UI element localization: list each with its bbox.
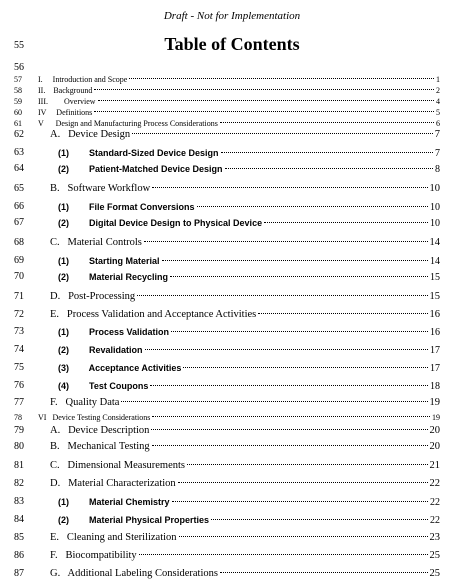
toc-row [0, 128, 464, 142]
line-number: 63 [14, 147, 24, 158]
dot-leader [94, 89, 434, 90]
toc-entry-label: I. Introduction and Scope [38, 75, 128, 84]
toc-page-number: 14 [430, 256, 440, 267]
toc-entry-link[interactable] [58, 513, 440, 528]
toc-entry-link[interactable] [50, 396, 440, 410]
draft-header: Draft - Not for Implementation [163, 10, 301, 22]
toc-entry-link[interactable] [58, 216, 440, 231]
toc-page-number: 20 [429, 441, 440, 452]
toc-row [0, 236, 464, 250]
line-number: 56 [14, 62, 24, 73]
toc-page-number: 19 [429, 397, 440, 408]
toc-row [0, 549, 464, 563]
dot-leader [139, 554, 428, 555]
toc-row [0, 146, 464, 160]
toc-row [0, 424, 464, 438]
toc-row [0, 308, 464, 322]
toc-entry-label: (1) Process Validation [58, 327, 170, 337]
toc-entry-label: F. Quality Data [50, 397, 120, 408]
toc-row [0, 396, 464, 410]
toc-entry-label: III. Overview [38, 97, 96, 106]
toc-entry-link[interactable] [50, 128, 440, 142]
toc-page-number: 16 [430, 327, 440, 338]
line-number: 62 [14, 129, 24, 140]
line-number: 83 [14, 496, 24, 507]
line-number: 71 [14, 291, 24, 302]
toc-page-number: 22 [430, 515, 440, 526]
toc-entry-link[interactable] [50, 440, 440, 454]
toc-entry-label: D. Material Characterization [50, 478, 176, 489]
toc-entry-link[interactable] [38, 411, 440, 425]
toc-row [0, 477, 464, 491]
toc-entry-link[interactable] [50, 567, 440, 581]
dot-leader [170, 276, 428, 277]
toc-row [0, 162, 464, 176]
toc-entry-link[interactable] [58, 379, 440, 394]
toc-row [0, 411, 464, 425]
toc-entry-link[interactable] [58, 200, 440, 215]
toc-entry-link[interactable] [58, 325, 440, 340]
toc-entry-label: E. Cleaning and Sterilization [50, 532, 177, 543]
dot-leader [151, 429, 427, 430]
toc-entry-link[interactable] [58, 495, 440, 510]
toc-entry-link[interactable] [58, 361, 440, 376]
line-number: 81 [14, 460, 24, 471]
line-number: 75 [14, 362, 24, 373]
dot-leader [152, 445, 428, 446]
toc-page-number: 5 [436, 108, 440, 117]
dot-leader [178, 482, 428, 483]
toc-entry-label: C. Material Controls [50, 237, 142, 248]
toc-row [0, 531, 464, 545]
toc-entry-link[interactable] [58, 343, 440, 358]
line-number: 61 [14, 119, 22, 128]
toc-entry-link[interactable] [58, 162, 440, 177]
toc-page-number: 1 [436, 75, 440, 84]
toc-entry-label: (4) Test Coupons [58, 381, 149, 391]
toc-entry-link[interactable] [50, 477, 440, 491]
dot-leader [211, 519, 428, 520]
line-number: 70 [14, 271, 24, 282]
dot-leader [150, 385, 428, 386]
toc-row [0, 379, 464, 393]
toc-entry-link[interactable] [58, 270, 440, 285]
toc-entry-label: (1) File Format Conversions [58, 202, 195, 212]
toc-entry-label: IV Definitions [38, 108, 93, 117]
line-number: 80 [14, 441, 24, 452]
line-number: 82 [14, 478, 24, 489]
dot-leader [94, 111, 434, 112]
toc-page-number: 14 [429, 237, 440, 248]
toc-page-number: 16 [429, 309, 440, 320]
toc-entry-link[interactable] [50, 459, 440, 473]
toc-entry-label: B. Mechanical Testing [50, 441, 150, 452]
dot-leader [152, 187, 427, 188]
toc-page-number: 17 [430, 363, 440, 374]
toc-row [0, 495, 464, 509]
toc-entry-link[interactable] [50, 531, 440, 545]
toc-entry-label: (2) Material Physical Properties [58, 515, 210, 525]
toc-entry-label: F. Biocompatibility [50, 550, 137, 561]
toc-page-number: 6 [436, 119, 440, 128]
toc-entry-link[interactable] [50, 290, 440, 304]
dot-leader [220, 122, 434, 123]
dot-leader [225, 168, 433, 169]
toc-page-number: 2 [436, 86, 440, 95]
dot-leader [221, 152, 433, 153]
line-number: 85 [14, 532, 24, 543]
toc-page-number: 21 [429, 460, 440, 471]
toc-page-number: 15 [429, 291, 440, 302]
toc-entry-link[interactable] [50, 549, 440, 563]
dot-leader [144, 241, 428, 242]
line-number: 58 [14, 86, 22, 95]
toc-row [0, 513, 464, 527]
toc-entry-label: (2) Material Recycling [58, 272, 169, 282]
dot-leader [152, 416, 430, 417]
line-number: 67 [14, 217, 24, 228]
toc-page-number: 25 [429, 568, 440, 579]
dot-leader [171, 331, 428, 332]
dot-leader [137, 295, 427, 296]
toc-page-number: 22 [430, 497, 440, 508]
dot-leader [145, 349, 428, 350]
toc-entry-label: A. Device Description [50, 425, 150, 436]
dot-leader [98, 100, 434, 101]
toc-entry-link[interactable] [58, 254, 440, 269]
toc-page-number: 25 [429, 550, 440, 561]
toc-row [0, 270, 464, 284]
toc-row [0, 290, 464, 304]
dot-leader [183, 367, 428, 368]
dot-leader [179, 536, 428, 537]
dot-leader [220, 572, 428, 573]
toc-row [0, 361, 464, 375]
toc-entry-label: (1) Material Chemistry [58, 497, 170, 507]
page-title: Table of Contents [164, 34, 300, 54]
line-number: 60 [14, 108, 22, 117]
toc-entry-link[interactable] [50, 424, 440, 438]
toc-entry-label: (2) Revalidation [58, 345, 143, 355]
dot-leader [132, 133, 433, 134]
toc-page-number: 10 [430, 218, 440, 229]
toc-row [0, 182, 464, 196]
line-number: 78 [14, 413, 22, 422]
line-number: 87 [14, 568, 24, 579]
line-number: 77 [14, 397, 24, 408]
toc-row [0, 459, 464, 473]
toc-entry-label: II. Background [38, 86, 93, 95]
toc-row [0, 440, 464, 454]
line-number: 69 [14, 255, 24, 266]
line-number: 72 [14, 309, 24, 320]
toc-entry-link[interactable] [50, 236, 440, 250]
dot-leader [187, 464, 427, 465]
toc-entry-link[interactable] [50, 308, 440, 322]
toc-row [0, 343, 464, 357]
dot-leader [197, 206, 428, 207]
title-line-number: 55 [14, 40, 24, 51]
line-number: 64 [14, 163, 24, 174]
toc-page-number: 17 [430, 345, 440, 356]
toc-page-number: 23 [429, 532, 440, 543]
line-number: 68 [14, 237, 24, 248]
dot-leader [129, 78, 434, 79]
toc-entry-label: VI Device Testing Considerations [38, 413, 151, 422]
toc-entry-label: E. Process Validation and Acceptance Activities [50, 309, 257, 320]
toc-row [0, 254, 464, 268]
line-number: 59 [14, 97, 22, 106]
dot-leader [121, 401, 427, 402]
toc-page-number: 7 [434, 129, 440, 140]
toc-entry-label: (1) Standard-Sized Device Design [58, 148, 219, 158]
line-number: 66 [14, 201, 24, 212]
toc-page-number: 18 [430, 381, 440, 392]
toc-entry-label: B. Software Workflow [50, 183, 151, 194]
dot-leader [162, 260, 428, 261]
line-number: 74 [14, 344, 24, 355]
toc-entry-label: (2) Patient-Matched Device Design [58, 164, 223, 174]
line-number: 79 [14, 425, 24, 436]
toc-page-number: 10 [430, 202, 440, 213]
toc-page-number: 22 [429, 478, 440, 489]
toc-entry-label: G. Additional Labeling Considerations [50, 568, 218, 579]
toc-page-number: 7 [435, 148, 440, 159]
dot-leader [258, 313, 427, 314]
toc-page-number: 15 [430, 272, 440, 283]
line-number: 76 [14, 380, 24, 391]
line-number: 86 [14, 550, 24, 561]
toc-entry-label: (3) Acceptance Activities [58, 363, 182, 373]
toc-row [0, 325, 464, 339]
toc-entry-label: (2) Digital Device Design to Physical Device [58, 218, 263, 228]
toc-page-number: 10 [429, 183, 440, 194]
toc-row [0, 216, 464, 230]
toc-entry-link[interactable] [58, 146, 440, 161]
toc-row [0, 200, 464, 214]
toc-entry-label: V Design and Manufacturing Process Considerations [38, 119, 218, 128]
toc-entry-label: A. Device Design [50, 129, 131, 140]
toc-page-number: 20 [429, 425, 440, 436]
toc-page-number: 4 [436, 97, 440, 106]
line-number: 57 [14, 75, 22, 84]
toc-entry-label: C. Dimensional Measurements [50, 460, 186, 471]
dot-leader [172, 501, 428, 502]
toc-row [0, 567, 464, 581]
toc-page-number: 19 [432, 413, 440, 422]
toc-entry-link[interactable] [50, 182, 440, 196]
line-number: 84 [14, 514, 24, 525]
line-number: 65 [14, 183, 24, 194]
line-number: 73 [14, 326, 24, 337]
toc-entry-label: (1) Starting Material [58, 256, 160, 266]
toc-entry-label: D. Post-Processing [50, 291, 136, 302]
dot-leader [264, 222, 428, 223]
toc-page-number: 8 [435, 164, 440, 175]
